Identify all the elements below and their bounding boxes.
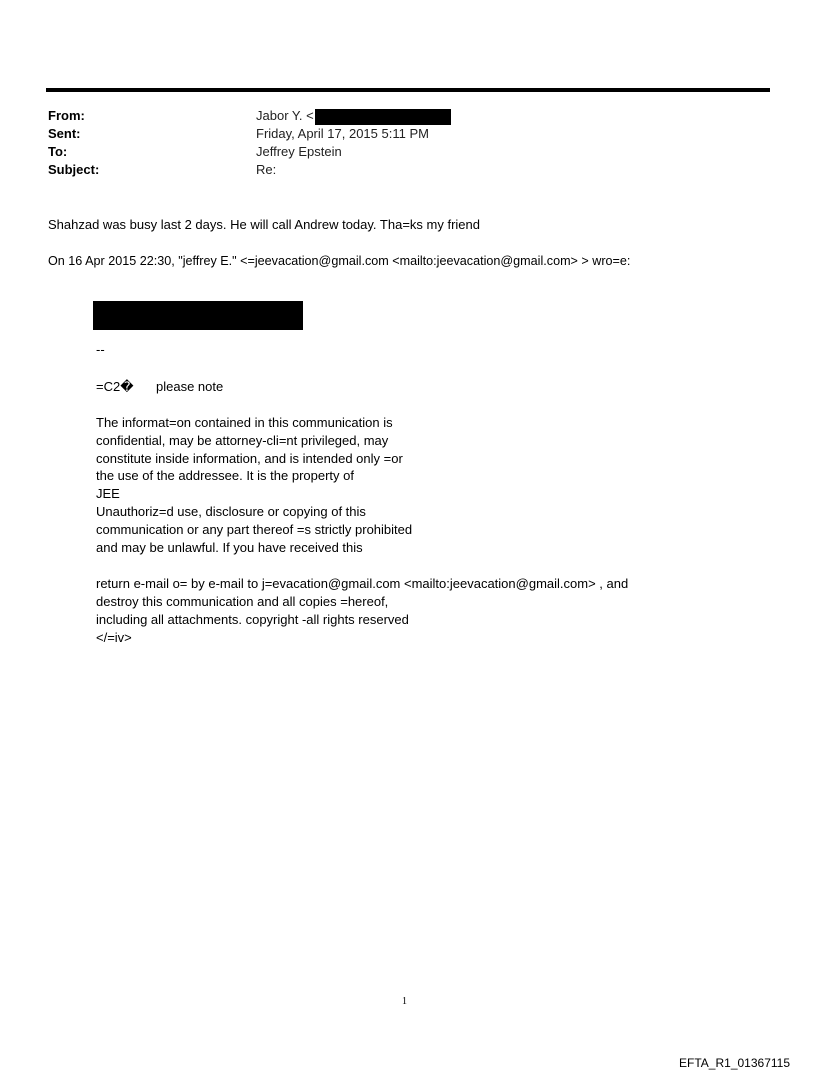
from-name: Jabor Y. < [256, 108, 314, 123]
subject-value: Re: [256, 162, 277, 177]
disclaimer-line: return e-mail o= by e-mail to j=evacation@gmail.com <mailto:jeevacation@gmail.com> , and [96, 576, 629, 591]
from-value [256, 108, 451, 125]
page-number: 1 [402, 996, 407, 1007]
header-rule [46, 88, 770, 92]
subject-label: Subject: [48, 162, 100, 177]
disclaimer-line: including all attachments. copyright -all rights reserved [96, 612, 409, 627]
note-prefix: =C2� [96, 379, 134, 394]
to-value: Jeffrey Epstein [256, 144, 342, 159]
redaction-block [315, 109, 451, 125]
sent-value: Friday, April 17, 2015 5:11 PM [256, 126, 429, 141]
from-label: From: [48, 108, 85, 123]
disclaimer-line: confidential, may be attorney-cli=nt privileged, may [96, 433, 389, 448]
disclaimer-line: constitute inside information, and is intended only =or [96, 451, 403, 466]
to-label: To: [48, 144, 68, 159]
disclaimer-line: Unauthoriz=d use, disclosure or copying of this [96, 504, 366, 519]
disclaimer-line: destroy this communication and all copies =hereof, [96, 594, 389, 609]
disclaimer-line: the use of the addressee. It is the property of [96, 468, 354, 483]
document-id: EFTA_R1_01367115 [679, 1056, 790, 1070]
sent-label: Sent: [48, 126, 81, 141]
disclaimer-line: JEE [96, 486, 120, 501]
dash-separator: -- [96, 342, 105, 357]
disclaimer-line: and may be unlawful. If you have received this [96, 540, 363, 555]
quote-intro: On 16 Apr 2015 22:30, "jeffrey E." <=jeevacation@gmail.com <mailto:jeevacation@gmail.com> > wro=e: [48, 254, 631, 268]
disclaimer-line: </=iv> [96, 630, 132, 645]
reply-text: Shahzad was busy last 2 days. He will call Andrew today. Tha=ks my friend [48, 217, 480, 232]
redaction-block [93, 301, 303, 330]
disclaimer-line: communication or any part thereof =s strictly prohibited [96, 522, 413, 537]
disclaimer-line: The informat=on contained in this communication is [96, 415, 393, 430]
note-text: please note [156, 379, 224, 394]
